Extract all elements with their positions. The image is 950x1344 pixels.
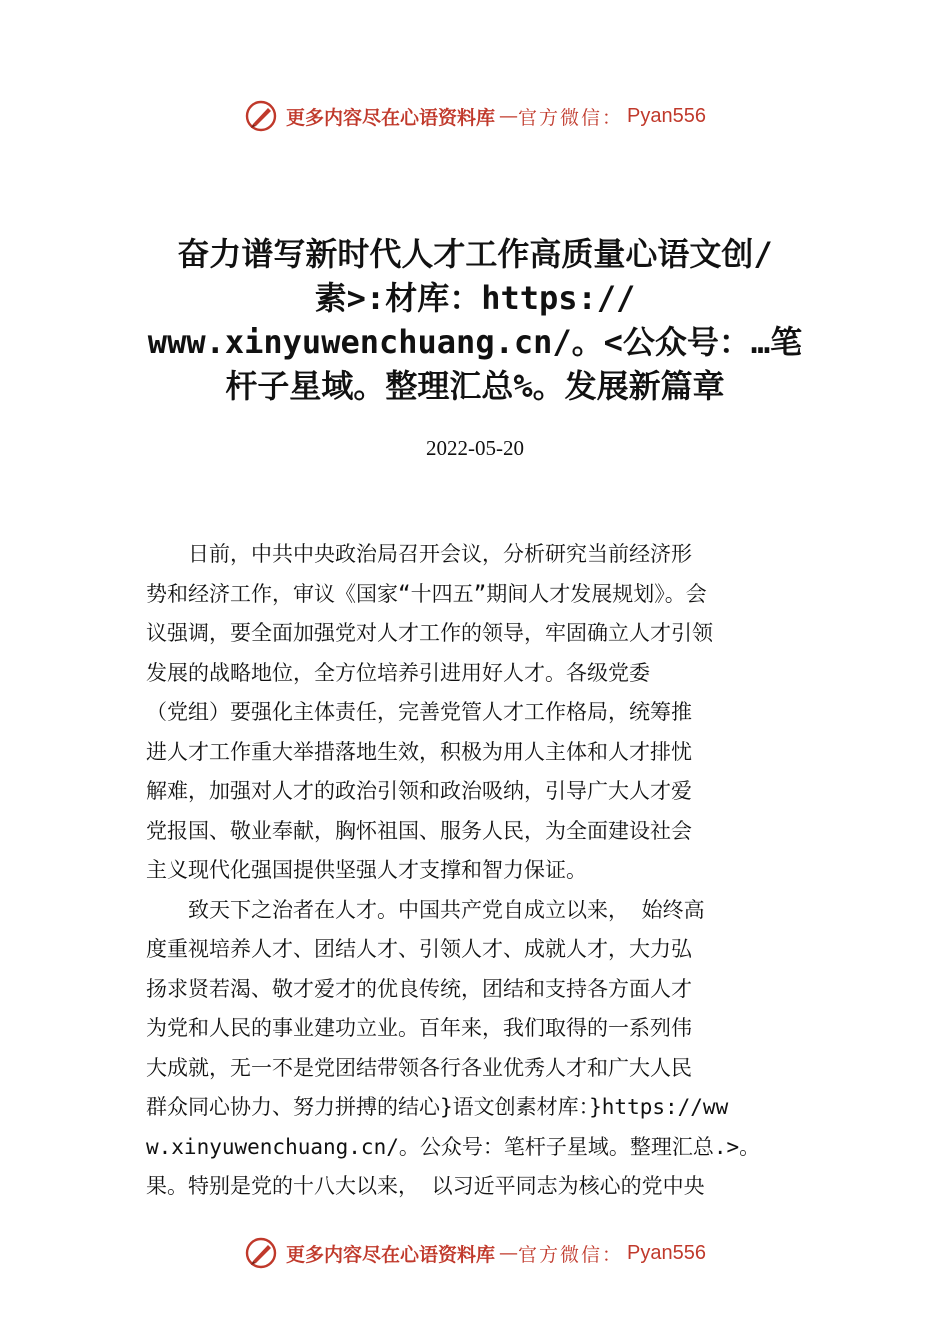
body-line: 解难，加强对人才的政治引领和政治吸纳，引导广大人才爱: [146, 779, 692, 803]
banner-separator: —: [499, 1242, 519, 1264]
body-line: w.xinyuwenchuang.cn/。公众号：笔杆子星域。整理汇总.>。: [146, 1134, 761, 1159]
banner-text: 更多内容尽在心语资料库: [286, 1243, 496, 1266]
body-line: 扬求贤若渴、敬才爱才的优良传统，团结和支持各方面人才: [146, 976, 692, 1001]
body-line: 进人才工作重大举措落地生效，积极为用人主体和人才排忧: [146, 739, 692, 764]
title-line: 奋力谱写新时代人才工作高质量心语文创/: [177, 235, 773, 273]
banner-wechat-label: 官方微信：: [518, 1243, 624, 1266]
banner-wechat-label: 官方微信：: [518, 106, 624, 129]
body-line: 群众同心协力、努力拼搏的结心}语文创素材库：}https://ww: [146, 1095, 729, 1119]
body-line: 为党和人民的事业建功立业。百年来，我们取得的一系列伟: [146, 1016, 692, 1040]
body-line: 度重视培养人才、团结人才、引领人才、成就人才，大力弘: [146, 937, 692, 961]
document-title: [120, 232, 830, 408]
header-banner: [0, 96, 950, 136]
title-line: 素>:材库：https://: [314, 279, 636, 317]
brush-logo-icon: [244, 1236, 278, 1270]
body-line: （党组）要强化主体责任，完善党管人才工作格局，统筹推: [146, 700, 692, 724]
banner-separator: —: [499, 105, 519, 127]
body-line: 大成就，无一不是党团结带领各行各业优秀人才和广大人民: [146, 1055, 692, 1080]
body-line: 果。特别是党的十八大以来， 以习近平同志为核心的党中央: [146, 1174, 705, 1198]
banner-text: 更多内容尽在心语资料库: [286, 106, 496, 129]
brush-logo-icon: [244, 99, 278, 133]
publish-date: 2022-05-20: [426, 436, 524, 460]
banner-wechat-id: Pyan556: [627, 1241, 706, 1264]
body-line: 势和经济工作，审议《国家“十四五”期间人才发展规划》。会: [146, 581, 707, 606]
title-line: 杆子星域。整理汇总%。发展新篇章: [225, 367, 725, 405]
body-line: 发展的战略地位，全方位培养引进用好人才。各级党委: [146, 660, 650, 685]
body-line: 党报国、敬业奉献，胸怀祖国、服务人民，为全面建设社会: [146, 818, 692, 843]
body-line: 致天下之治者在人才。中国共产党自成立以来， 始终高: [146, 897, 705, 922]
article-body: [146, 535, 816, 1207]
title-line: www.xinyuwenchuang.cn/。<公众号：…笔: [147, 323, 803, 361]
body-line: 主义现代化强国提供坚强人才支撑和智力保证。: [146, 858, 587, 882]
banner-wechat-id: Pyan556: [627, 104, 706, 127]
body-line: 议强调，要全面加强党对人才工作的领导，牢固确立人才引领: [146, 621, 713, 645]
footer-banner: [0, 1233, 950, 1273]
body-line: 日前，中共中央政治局召开会议，分析研究当前经济形: [146, 542, 692, 566]
